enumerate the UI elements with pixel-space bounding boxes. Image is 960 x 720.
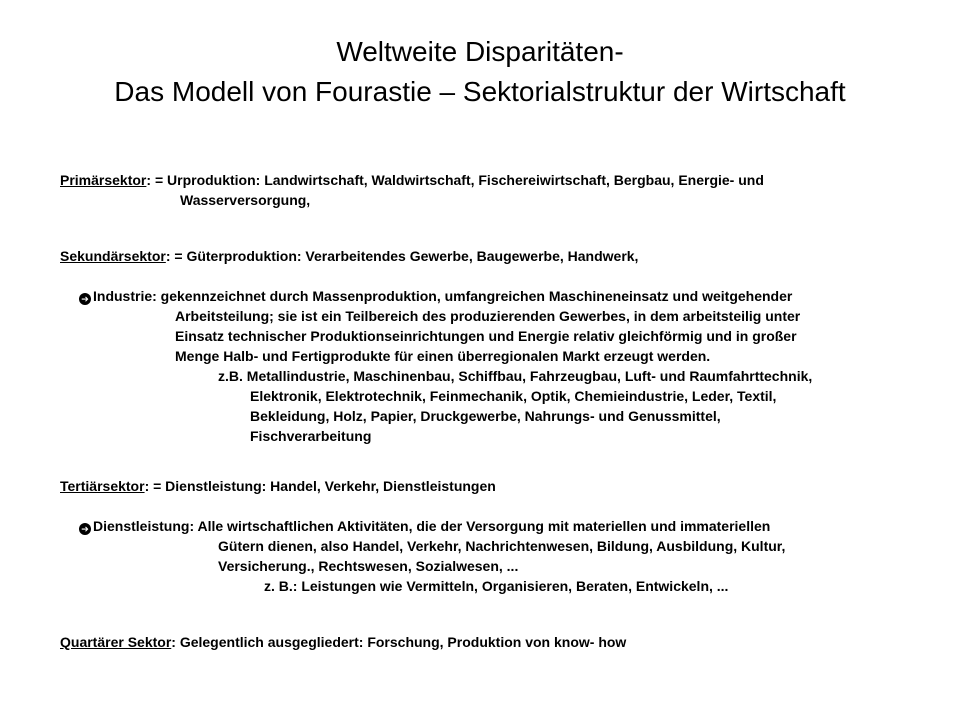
industrie-line-4: Menge Halb- und Fertigprodukte für einen überregionalen Markt erzeugt werden. — [175, 348, 711, 364]
sekundaer-label: Sekundärsektor — [60, 248, 166, 264]
dienst-line-2: Gütern dienen, also Handel, Verkehr, Nachrichtenwesen, Bildung, Ausbildung, Kultur, — [218, 538, 786, 554]
examples-line-1: z.B. Metallindustrie, Maschinenbau, Schiffbau, Fahrzeugbau, Luft- und Raumfahrttechnik, — [218, 368, 813, 384]
industrie-text: Industrie: gekennzeichnet durch Massenproduktion, umfangreichen Maschineneinsatz und weitgehender — [93, 288, 793, 304]
primaer-text: : = Urproduktion: Landwirtschaft, Waldwirtschaft, Fischereiwirtschaft, Bergbau, Energie- und — [146, 172, 764, 188]
primaer-line — [60, 170, 764, 190]
primaer-cont: Wasserversorgung, — [180, 192, 311, 208]
examples-line-4: Fischverarbeitung — [250, 428, 372, 444]
quartaer-line — [60, 632, 626, 652]
primaer-label: Primärsektor — [60, 172, 147, 188]
dienst-examples: z. B.: Leistungen wie Vermitteln, Organisieren, Beraten, Entwickeln, ... — [264, 578, 729, 594]
tertiaer-line — [60, 476, 496, 496]
dienst-line-1 — [79, 516, 770, 536]
industrie-line-1 — [79, 286, 792, 306]
sekundaer-line — [60, 246, 638, 266]
examples-line-2: Elektronik, Elektrotechnik, Feinmechanik, Optik, Chemieindustrie, Leder, Textil, — [250, 388, 777, 404]
arrow-right-icon: ➔ — [79, 293, 91, 305]
tertiaer-text: : = Dienstleistung: Handel, Verkehr, Dienstleistungen — [144, 478, 496, 494]
quartaer-label: Quartärer Sektor — [60, 634, 172, 650]
industrie-line-3: Einsatz technischer Produktionseinrichtungen und Energie relativ gleichförmig und in großer — [175, 328, 797, 344]
sekundaer-text: : = Güterproduktion: Verarbeitendes Gewerbe, Baugewerbe, Handwerk, — [165, 248, 639, 264]
dienst-line-3: Versicherung., Rechtswesen, Sozialwesen, ... — [218, 558, 519, 574]
quartaer-text: : Gelegentlich ausgegliedert: Forschung, Produktion von know- how — [171, 634, 627, 650]
title-line-2: Das Modell von Fourastie – Sektorialstruktur der Wirtschaft — [114, 76, 846, 107]
examples-line-3: Bekleidung, Holz, Papier, Druckgewerbe, Nahrungs- und Genussmittel, — [250, 408, 721, 424]
tertiaer-label: Tertiärsektor — [60, 478, 145, 494]
dienst-text: Dienstleistung: Alle wirtschaftlichen Aktivitäten, die der Versorgung mit materiellen und immateriellen — [93, 518, 771, 534]
arrow-right-icon: ➔ — [79, 523, 91, 535]
industrie-line-2: Arbeitsteilung; sie ist ein Teilbereich des produzierenden Gewerbes, in dem arbeitsteilig unter — [175, 308, 801, 324]
title-line-1: Weltweite Disparitäten- — [336, 36, 624, 67]
